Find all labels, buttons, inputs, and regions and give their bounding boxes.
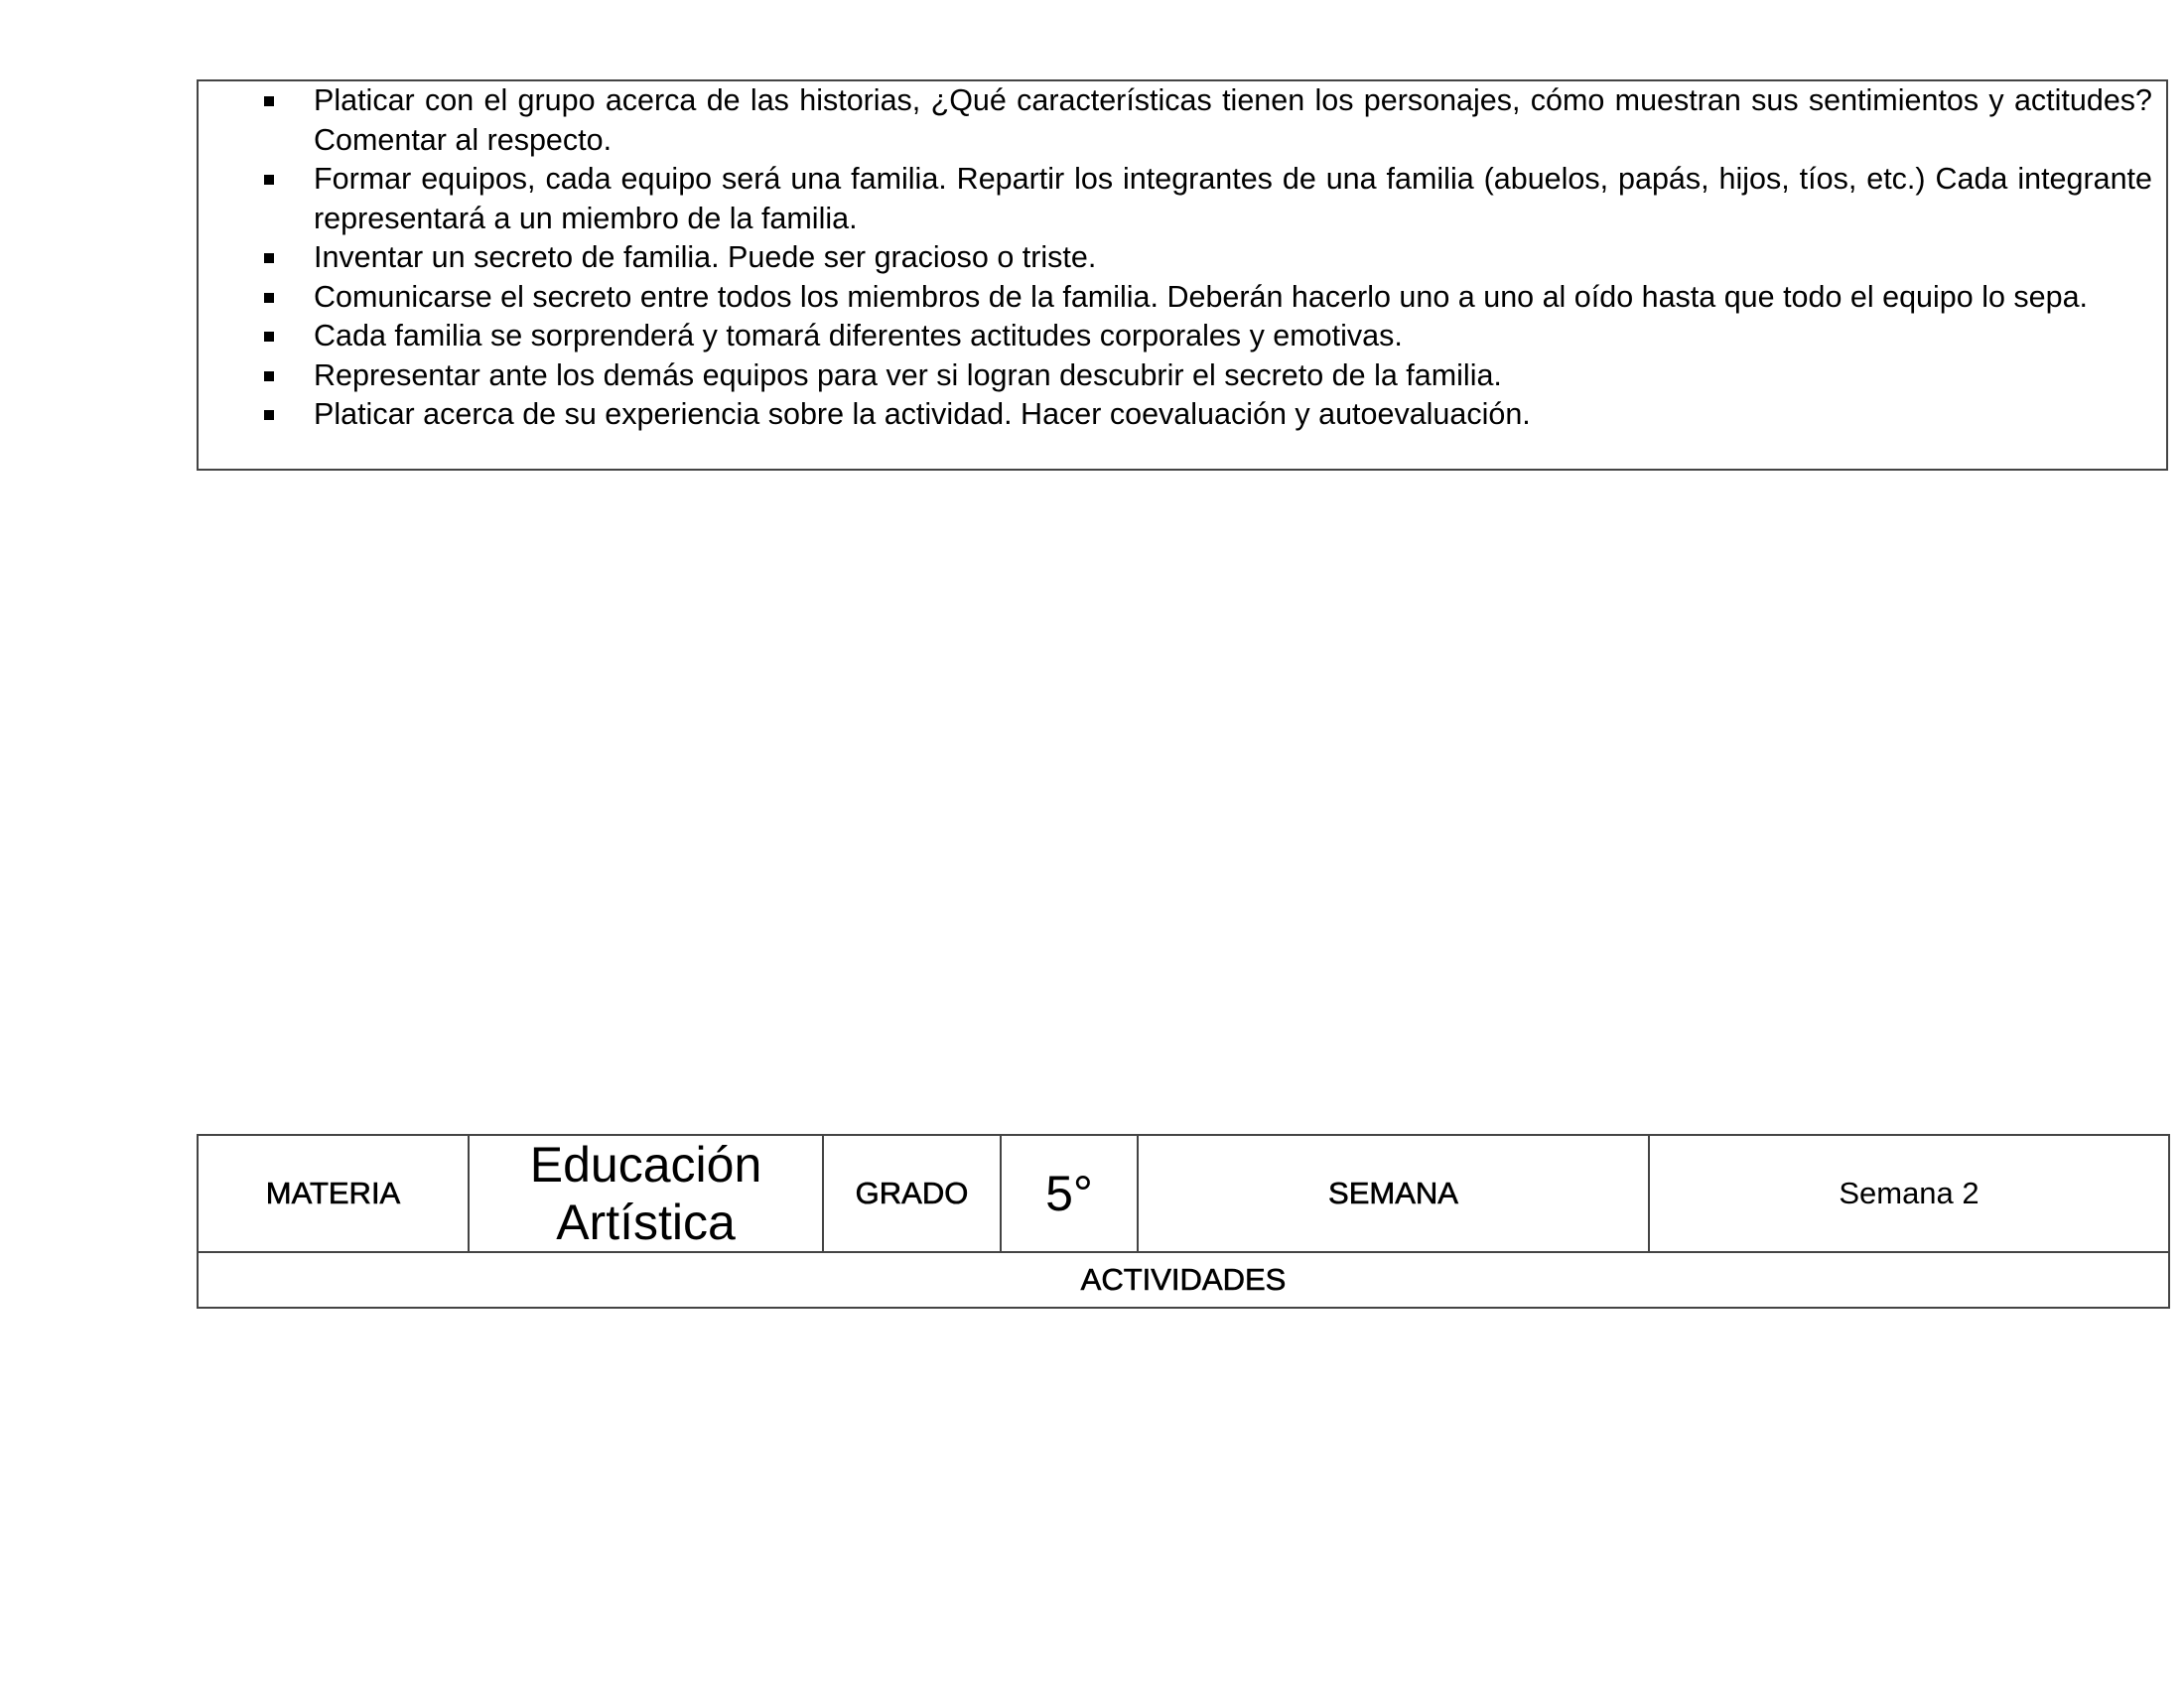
- list-item: [199, 278, 2166, 318]
- list-item-text: Platicar acerca de su experiencia sobre la actividad. Hacer coevaluación y autoevaluación.: [314, 397, 1531, 431]
- activities-header: ACTIVIDADES: [1080, 1262, 1287, 1297]
- square-bullet-icon: [264, 96, 274, 106]
- activities-header-cell: [198, 1252, 2169, 1308]
- list-item-text: Comunicarse el secreto entre todos los miembros de la familia. Deberán hacerlo uno a uno al oído hasta que todo el equipo lo sepa.: [314, 279, 2089, 314]
- grade-label: GRADO: [855, 1176, 969, 1210]
- square-bullet-icon: [264, 293, 274, 303]
- activities-bullet-list: [199, 81, 2166, 435]
- list-item: [199, 160, 2166, 238]
- week-value-cell: [1649, 1135, 2169, 1252]
- square-bullet-icon: [264, 410, 274, 420]
- week-value: Semana 2: [1839, 1176, 1979, 1210]
- week-label: SEMANA: [1328, 1176, 1458, 1210]
- subject-value-cell: [469, 1135, 823, 1252]
- square-bullet-icon: [264, 332, 274, 342]
- subject-name-line2: Artística: [556, 1195, 736, 1250]
- week-label-cell: [1138, 1135, 1649, 1252]
- table-row: [198, 1252, 2169, 1308]
- grade-label-cell: [823, 1135, 1001, 1252]
- list-item-text: Formar equipos, cada equipo será una familia. Repartir los integrantes de una familia (abuelos, papás, hijos, tíos, etc.) Cada integrante representará a un miembro de la familia.: [314, 162, 2152, 235]
- list-item: [199, 81, 2166, 160]
- subject-label-cell: [198, 1135, 469, 1252]
- subject-info-table: [197, 1134, 2170, 1309]
- list-item-text: Cada familia se sorprenderá y tomará diferentes actitudes corporales y emotivas.: [314, 319, 1403, 352]
- list-item-text: Inventar un secreto de familia. Puede ser gracioso o triste.: [314, 240, 1097, 274]
- grade-value: 5°: [1045, 1166, 1093, 1221]
- list-item: [199, 317, 2166, 356]
- square-bullet-icon: [264, 175, 274, 185]
- list-item: [199, 238, 2166, 278]
- table-row: [198, 1135, 2169, 1252]
- list-item: [199, 356, 2166, 396]
- list-item-text: Representar ante los demás equipos para ver si logran descubrir el secreto de la familia.: [314, 357, 1502, 392]
- activities-list-box: [197, 79, 2168, 471]
- subject-label: MATERIA: [265, 1176, 401, 1210]
- grade-value-cell: [1001, 1135, 1138, 1252]
- list-item-text: Platicar con el grupo acerca de las historias, ¿Qué características tienen los personajes, cómo muestran sus sentimientos y actitudes? Comentar al respecto.: [314, 83, 2152, 157]
- square-bullet-icon: [264, 371, 274, 381]
- list-item: [199, 395, 2166, 435]
- subject-name-line1: Educación: [529, 1137, 762, 1193]
- square-bullet-icon: [264, 253, 274, 263]
